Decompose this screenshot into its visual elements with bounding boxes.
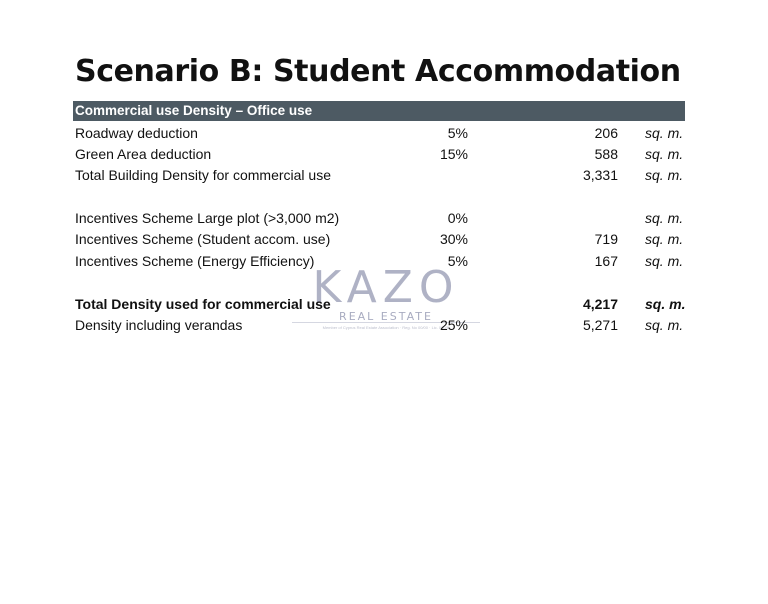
row-percent: 30%: [439, 231, 468, 247]
table-row-roadway-deduction: [0, 123, 768, 143]
row-value: 719: [594, 231, 618, 247]
watermark-subtitle: REAL ESTATE: [339, 310, 433, 323]
table-row-incentive-energy-efficiency: [0, 251, 768, 271]
row-unit: sq. m.: [645, 253, 684, 269]
row-value: 167: [594, 253, 618, 269]
row-label: Incentives Scheme (Student accom. use): [75, 231, 331, 247]
row-label: Roadway deduction: [75, 125, 198, 141]
section-header-label: Commercial use Density – Office use: [75, 103, 313, 118]
table-row-incentive-student-accom: [0, 229, 768, 249]
row-value: 5,271: [582, 317, 618, 333]
row-percent: 15%: [439, 146, 468, 162]
row-label: Density including verandas: [75, 317, 243, 333]
page-title: Scenario B: Student Accommodation: [75, 54, 681, 89]
row-unit: sq. m.: [645, 125, 684, 141]
row-unit: sq. m.: [645, 146, 684, 162]
table-row-green-area-deduction: [0, 144, 768, 164]
row-unit: sq. m.: [645, 296, 686, 312]
row-value: 3,331: [582, 167, 618, 183]
row-unit: sq. m.: [645, 167, 684, 183]
row-value: 206: [594, 125, 618, 141]
row-value: 4,217: [582, 296, 618, 312]
row-percent: 25%: [439, 317, 468, 333]
row-unit: sq. m.: [645, 317, 684, 333]
table-row-total-density-commercial: [0, 294, 768, 314]
row-label: Green Area deduction: [75, 146, 212, 162]
row-label: Total Building Density for commercial use: [75, 167, 331, 183]
table-row-incentive-large-plot: [0, 208, 768, 228]
table-row-total-building-density: [0, 165, 768, 185]
row-percent: 0%: [447, 210, 468, 226]
row-unit: sq. m.: [645, 210, 684, 226]
row-unit: sq. m.: [645, 231, 684, 247]
row-label: Incentives Scheme Large plot (>3,000 m2): [75, 210, 340, 226]
row-percent: 5%: [447, 253, 468, 269]
watermark-logo: KAZO: [312, 262, 460, 313]
table-row-density-including-verandas: [0, 315, 768, 335]
row-percent: 5%: [447, 125, 468, 141]
row-value: 588: [594, 146, 618, 162]
row-label: Incentives Scheme (Energy Efficiency): [75, 253, 315, 269]
watermark-tagline: Member of Cyprus Real Estate Association · Reg. No 00/00 · Lic. 000/E: [322, 325, 450, 330]
row-label: Total Density used for commercial use: [75, 296, 331, 312]
section-header: [73, 101, 685, 121]
